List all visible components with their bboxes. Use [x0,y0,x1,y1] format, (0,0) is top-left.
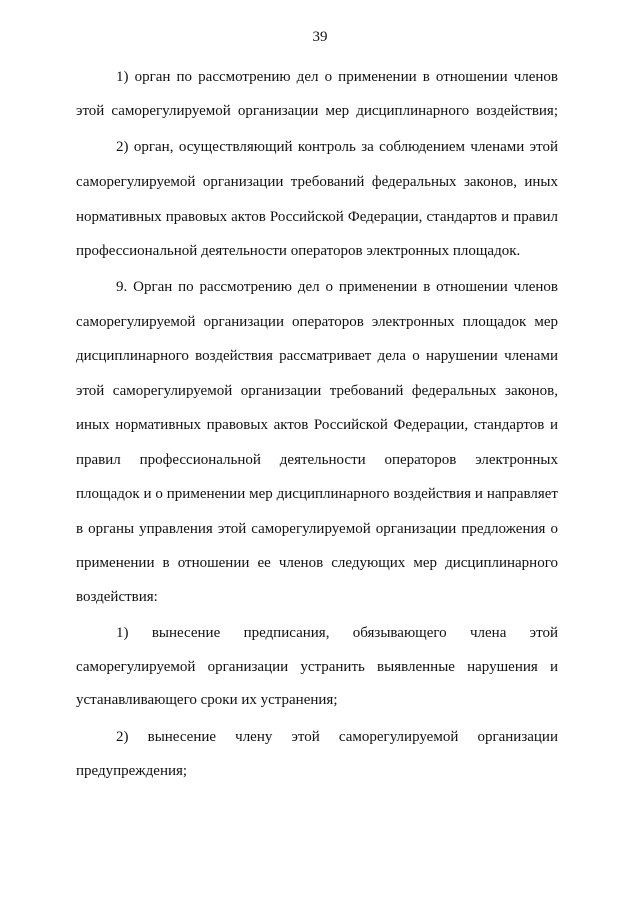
text-line: 1) орган по рассмотрению дел о применении в отношении членов [116,69,558,85]
text-line: площадок и о применении мер дисциплинарного воздействия и направляет [76,486,558,502]
text-line: этой саморегулируемой организации мер дисциплинарного воздействия; [76,103,558,119]
text-line: иных нормативных правовых актов Российской Федерации, стандартов и [76,417,558,433]
text-line: устанавливающего сроки их устранения; [76,692,338,708]
text-line: в органы управления этой саморегулируемой организации предложения о [76,521,558,537]
text-line: 2) вынесение члену этой саморегулируемой организации [116,729,558,745]
page-number: 39 [312,29,328,45]
text-line: 2) орган, осуществляющий контроль за соблюдением членами этой [116,139,558,155]
text-line: 1) вынесение предписания, обязывающего члена этой [116,625,558,641]
text-line: этой саморегулируемой организации требований федеральных законов, [76,383,558,399]
text-line: воздействия: [76,589,158,605]
text-line: нормативных правовых актов Российской Федерации, стандартов и правил [76,209,558,225]
text-line: дисциплинарного воздействия рассматривает дела о нарушении членами [76,348,558,364]
text-line: 9. Орган по рассмотрению дел о применении в отношении членов [116,279,558,295]
text-line: саморегулируемой организации операторов электронных площадок мер [76,314,558,330]
text-line: предупреждения; [76,763,188,779]
text-line: правил профессиональной деятельности операторов электронных [76,452,558,468]
text-line: применении в отношении ее членов следующих мер дисциплинарного [76,555,558,571]
text-line: саморегулируемой организации требований федеральных законов, иных [76,174,558,190]
text-line: саморегулируемой организации устранить выявленные нарушения и [76,659,558,675]
text-line: профессиональной деятельности операторов электронных площадок. [76,243,521,259]
